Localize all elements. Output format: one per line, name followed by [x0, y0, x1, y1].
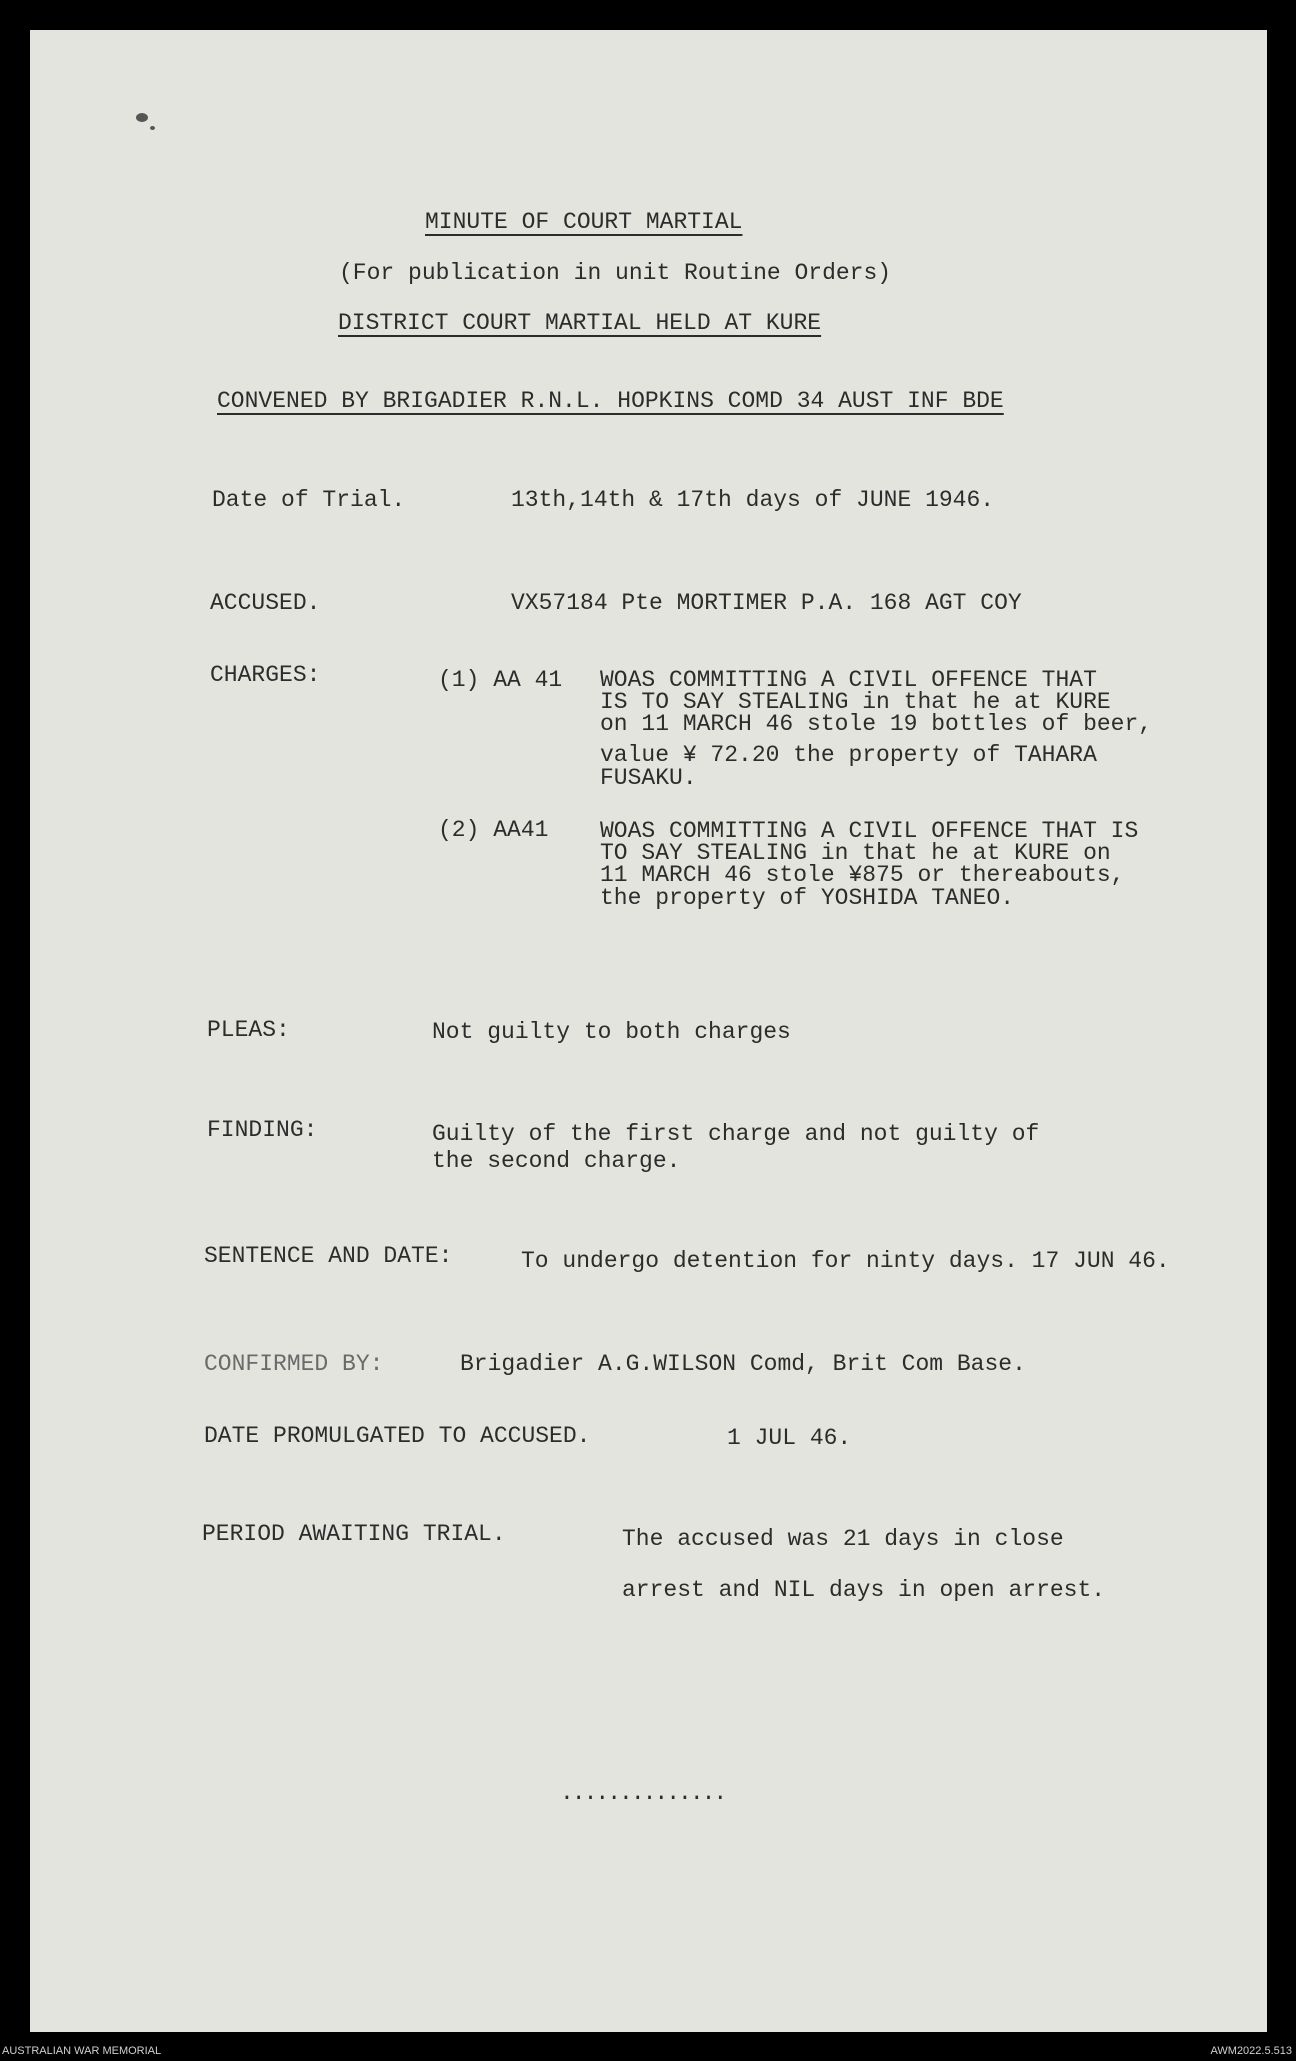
- paper-speck: [136, 113, 148, 122]
- trial-date-label: Date of Trial.: [212, 487, 406, 513]
- charge-number: (2) AA41: [438, 817, 549, 843]
- footer-source: AUSTRALIAN WAR MEMORIAL: [2, 2045, 162, 2057]
- charge-text-line: IS TO SAY STEALING in that he at KURE: [600, 689, 1111, 715]
- charge-text-line: TO SAY STEALING in that he at KURE on: [600, 840, 1111, 866]
- promulgated-value: 1 JUL 46.: [727, 1425, 852, 1451]
- awaiting-line: arrest and NIL days in open arrest.: [622, 1577, 1106, 1603]
- confirmed-label: CONFIRMED BY:: [204, 1351, 384, 1377]
- end-mark: ..............: [560, 1780, 726, 1806]
- charge-text-line: FUSAKU.: [600, 765, 697, 791]
- accused-label: ACCUSED.: [210, 590, 321, 616]
- confirmed-value: Brigadier A.G.WILSON Comd, Brit Com Base.: [460, 1351, 1026, 1377]
- awaiting-line: The accused was 21 days in close: [622, 1526, 1064, 1552]
- promulgated-label: DATE PROMULGATED TO ACCUSED.: [204, 1423, 591, 1449]
- charge-text-line: WOAS COMMITTING A CIVIL OFFENCE THAT: [600, 667, 1097, 693]
- document-subtitle: (For publication in unit Routine Orders): [339, 260, 892, 286]
- charge-text-line: value ¥ 72.20 the property of TAHARA: [600, 742, 1097, 768]
- accused-value: VX57184 Pte MORTIMER P.A. 168 AGT COY: [511, 590, 1022, 616]
- charge-text-line: the property of YOSHIDA TANEO.: [600, 885, 1015, 911]
- charges-label: CHARGES:: [210, 662, 321, 688]
- pleas-value: Not guilty to both charges: [432, 1019, 791, 1045]
- trial-date-value: 13th,14th & 17th days of JUNE 1946.: [511, 487, 995, 513]
- awaiting-label: PERIOD AWAITING TRIAL.: [202, 1521, 506, 1547]
- charge-text-line: 11 MARCH 46 stole ¥875 or thereabouts,: [600, 862, 1125, 888]
- footer-reference: AWM2022.5.513: [1210, 2045, 1292, 2057]
- sentence-label: SENTENCE AND DATE:: [204, 1243, 453, 1269]
- finding-label: FINDING:: [207, 1117, 318, 1143]
- finding-line: the second charge.: [432, 1148, 681, 1174]
- court-heading: DISTRICT COURT MARTIAL HELD AT KURE: [338, 310, 822, 336]
- sentence-value: To undergo detention for ninty days. 17 JUN 46.: [521, 1248, 1170, 1274]
- charge-text-line: WOAS COMMITTING A CIVIL OFFENCE THAT IS: [600, 818, 1139, 844]
- charge-number: (1) AA 41: [438, 667, 563, 693]
- finding-line: Guilty of the first charge and not guilty of: [432, 1121, 1040, 1147]
- convened-by: CONVENED BY BRIGADIER R.N.L. HOPKINS COMD 34 AUST INF BDE: [217, 388, 1004, 414]
- paper-speck: [150, 126, 155, 130]
- pleas-label: PLEAS:: [207, 1017, 290, 1043]
- charge-text-line: on 11 MARCH 46 stole 19 bottles of beer,: [600, 711, 1153, 737]
- document-title: MINUTE OF COURT MARTIAL: [425, 209, 743, 235]
